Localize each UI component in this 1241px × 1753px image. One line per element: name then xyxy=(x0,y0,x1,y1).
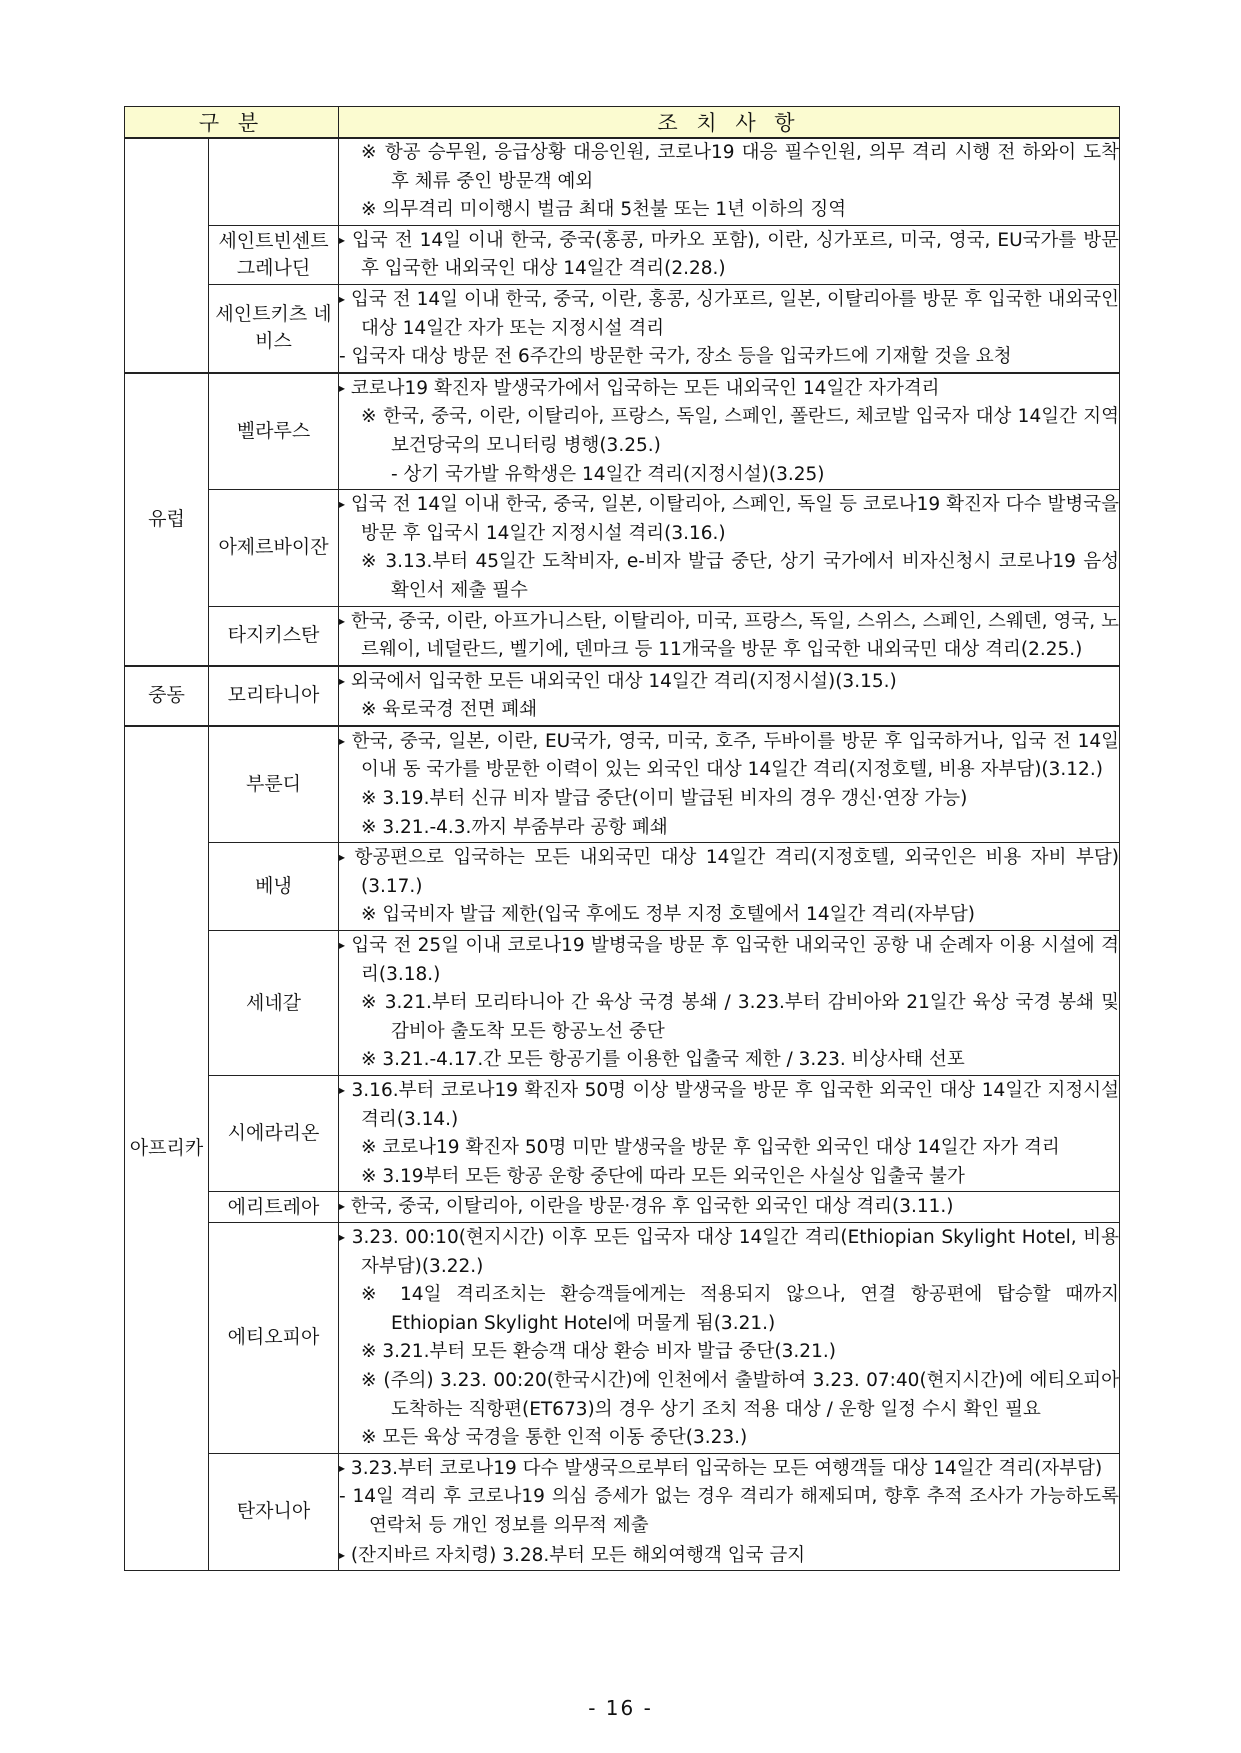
table-row xyxy=(125,606,1120,666)
country-cell: 탄자니아 xyxy=(209,1453,339,1570)
table-row xyxy=(125,1453,1120,1570)
measures-cell xyxy=(339,606,1120,666)
triangle-bullet-icon: ▸ xyxy=(339,1199,346,1214)
dash-line: - 상기 국가발 유학생은 14일간 격리(지정시설)(3.25) xyxy=(391,463,825,485)
bullet-line: ▸ 항공편으로 입국하는 모든 내외국민 대상 14일간 격리(지정호텔, 외국인은 비용 자비 부담)(3.17.) xyxy=(339,847,1119,897)
note-line: ※ 의무격리 미이행시 벌금 최대 5천불 또는 1년 이하의 징역 xyxy=(361,199,847,221)
table-row xyxy=(125,1222,1120,1453)
region-cell: 중동 xyxy=(125,666,209,726)
triangle-bullet-icon: ▸ xyxy=(339,673,346,688)
country-cell: 에티오피아 xyxy=(209,1222,339,1453)
table-row xyxy=(125,284,1120,372)
header-measures: 조 치 사 항 xyxy=(339,107,1120,139)
measures-cell xyxy=(339,726,1120,843)
table-row xyxy=(125,666,1120,726)
country-cell: 에리트레아 xyxy=(209,1192,339,1223)
bullet-line: ▸ 입국 전 25일 이내 코로나19 발병국을 방문 후 입국한 내외국인 공항 내 순례자 이용 시설에 격리(3.18.) xyxy=(339,935,1119,985)
bullet-line: ▸ 한국, 중국, 이탈리아, 이란을 방문·경유 후 입국한 외국인 대상 격리(3.11.) xyxy=(339,1196,954,1218)
dash-line: - 입국자 대상 방문 전 6주간의 방문한 국가, 장소 등을 입국카드에 기재할 것을 요청 xyxy=(339,346,1012,368)
triangle-bullet-icon: ▸ xyxy=(339,613,346,628)
bullet-line: ▸ 입국 전 14일 이내 한국, 중국, 이란, 홍콩, 싱가포르, 일본, 이탈리아를 방문 후 입국한 내외국인 대상 14일간 자가 또는 지정시설 격리 xyxy=(339,288,1119,339)
triangle-bullet-icon: ▸ xyxy=(339,380,346,395)
note-line: ※ 14일 격리조치는 환승객들에게는 적용되지 않으나, 연결 항공편에 탑승할 때까지 Ethiopian Skylight Hotel에 머물게 됨(3.21.) xyxy=(361,1284,1119,1334)
measures-cell xyxy=(339,1076,1120,1192)
table-row xyxy=(125,138,1120,225)
triangle-bullet-icon: ▸ xyxy=(339,938,346,953)
country-cell: 세네갈 xyxy=(209,931,339,1076)
note-line: ※ 3.21.부터 모든 환승객 대상 환승 비자 발급 중단(3.21.) xyxy=(361,1341,836,1363)
triangle-bullet-icon: ▸ xyxy=(339,1229,346,1244)
bullet-line: ▸ 한국, 중국, 일본, 이란, EU국가, 영국, 미국, 호주, 두바이를 방문 후 입국하거나, 입국 전 14일 이내 동 국가를 방문한 이력이 있는 외국인 대상 14일간 격리(지정호텔, 비용 자부담)(3.12.) xyxy=(339,730,1119,781)
bullet-line: ▸ 3.16.부터 코로나19 확진자 50명 이상 발생국을 방문 후 입국한 외국인 대상 14일간 지정시설 격리(3.14.) xyxy=(339,1080,1119,1130)
table-row xyxy=(125,726,1120,843)
measures-cell xyxy=(339,138,1120,225)
note-line: ※ 한국, 중국, 이란, 이탈리아, 프랑스, 독일, 스페인, 폴란드, 체코발 입국자 대상 14일간 지역보건당국의 모니터링 병행(3.25.) xyxy=(361,406,1119,456)
triangle-bullet-icon: ▸ xyxy=(339,850,346,865)
note-line: ※ 3.19부터 모든 항공 운항 중단에 따라 모든 외국인은 사실상 입출국 불가 xyxy=(361,1165,965,1187)
region-cell: 유럽 xyxy=(125,373,209,666)
table-row xyxy=(125,225,1120,284)
note-line: ※ 모든 육상 국경을 통한 인적 이동 중단(3.23.) xyxy=(361,1427,748,1449)
note-line: ※ 3.19.부터 신규 비자 발급 중단(이미 발급된 비자의 경우 갱신·연장 가능) xyxy=(361,788,968,810)
note-line: ※ 3.21.부터 모리타니아 간 육상 국경 봉쇄 / 3.23.부터 감비아와 21일간 육상 국경 봉쇄 및 감비아 출도착 모든 항공노선 중단 xyxy=(361,992,1119,1042)
bullet-line: ▸ 3.23. 00:10(현지시간) 이후 모든 입국자 대상 14일간 격리(Ethiopian Skylight Hotel, 비용 자부담)(3.22.) xyxy=(339,1226,1119,1277)
bullet-line: ▸ 입국 전 14일 이내 한국, 중국, 일본, 이탈리아, 스페인, 독일 등 코로나19 확진자 다수 발병국을 방문 후 입국시 14일간 지정시설 격리(3.16.) xyxy=(339,494,1119,544)
measures-cell xyxy=(339,1453,1120,1570)
country-cell: 부룬디 xyxy=(209,726,339,843)
bullet-line: ▸ 외국에서 입국한 모든 내외국인 대상 14일간 격리(지정시설)(3.15.) xyxy=(339,670,897,692)
header-category: 구 분 xyxy=(125,107,339,139)
note-line: ※ 육로국경 전면 폐쇄 xyxy=(361,699,538,721)
page-number: - 16 - xyxy=(588,1696,653,1720)
measures-cell xyxy=(339,1222,1120,1453)
country-cell: 세인트빈센트 그레나딘 xyxy=(209,225,339,284)
country-cell: 아제르바이잔 xyxy=(209,490,339,606)
table-row xyxy=(125,931,1120,1076)
country-cell: 벨라루스 xyxy=(209,373,339,490)
bullet-line: ▸ (잔지바르 자치령) 3.28.부터 모든 해외여행객 입국 금지 xyxy=(339,1544,806,1566)
table-row xyxy=(125,1076,1120,1192)
country-cell: 세인트키츠 네비스 xyxy=(209,284,339,372)
measures-cell xyxy=(339,1192,1120,1223)
note-line: ※ (주의) 3.23. 00:20(한국시간)에 인천에서 출발하여 3.23. 07:40(현지시간)에 에티오피아 도착하는 직항편(ET673)의 경우 상기 조치 적용 대상 / 운항 일정 수시 확인 필요 xyxy=(361,1369,1119,1420)
measures-cell xyxy=(339,931,1120,1076)
country-cell: 타지키스탄 xyxy=(209,606,339,666)
triangle-bullet-icon: ▸ xyxy=(339,1083,346,1097)
measures-cell xyxy=(339,284,1120,372)
note-line: ※ 항공 승무원, 응급상황 대응인원, 코로나19 대응 필수인원, 의무 격리 시행 전 하와이 도착 후 체류 중인 방문객 예외 xyxy=(361,142,1119,192)
note-line: ※ 3.21.-4.3.까지 부줌부라 공항 폐쇄 xyxy=(361,816,668,838)
country-cell: 베냉 xyxy=(209,843,339,931)
table-row xyxy=(125,843,1120,931)
table-row xyxy=(125,490,1120,606)
note-line: ※ 3.13.부터 45일간 도착비자, e-비자 발급 중단, 상기 국가에서 비자신청시 코로나19 음성 확인서 제출 필수 xyxy=(361,551,1119,601)
bullet-line: ▸ 3.23.부터 코로나19 다수 발생국으로부터 입국하는 모든 여행객들 대상 14일간 격리(자부담) xyxy=(339,1457,1103,1479)
bullet-line: ▸ 코로나19 확진자 발생국가에서 입국하는 모든 내외국인 14일간 자가격리 xyxy=(339,377,940,399)
region-cell-continued xyxy=(125,138,209,373)
triangle-bullet-icon: ▸ xyxy=(339,1460,346,1475)
triangle-bullet-icon: ▸ xyxy=(339,291,346,306)
triangle-bullet-icon: ▸ xyxy=(339,1547,346,1562)
note-line: ※ 입국비자 발급 제한(입국 후에도 정부 지정 호텔에서 14일간 격리(자부담) xyxy=(361,904,976,926)
dash-line: - 14일 격리 후 코로나19 의심 증세가 없는 경우 격리가 해제되며, 향후 추적 조사가 가능하도록 연락처 등 개인 정보를 의무적 제출 xyxy=(339,1486,1119,1536)
country-cell-empty xyxy=(209,138,339,225)
region-cell: 아프리카 xyxy=(125,726,209,1571)
country-cell: 시에라리온 xyxy=(209,1076,339,1192)
measures-cell xyxy=(339,490,1120,606)
measures-cell xyxy=(339,225,1120,284)
measures-cell xyxy=(339,843,1120,931)
measures-table xyxy=(124,106,1120,1571)
measures-cell xyxy=(339,373,1120,490)
country-cell: 모리타니아 xyxy=(209,666,339,726)
triangle-bullet-icon: ▸ xyxy=(339,232,346,247)
table-row xyxy=(125,373,1120,490)
note-line: ※ 코로나19 확진자 50명 미만 발생국을 방문 후 입국한 외국인 대상 14일간 자가 격리 xyxy=(361,1137,1060,1159)
note-line: ※ 3.21.-4.17.간 모든 항공기를 이용한 입출국 제한 / 3.23. 비상사태 선포 xyxy=(361,1049,965,1071)
bullet-line: ▸ 한국, 중국, 이란, 아프가니스탄, 이탈리아, 미국, 프랑스, 독일, 스위스, 스페인, 스웨덴, 영국, 노르웨이, 네덜란드, 벨기에, 덴마크 등 11개국을 방문 후 입국한 내외국민 대상 격리(2.25.) xyxy=(339,610,1119,661)
bullet-line: ▸ 입국 전 14일 이내 한국, 중국(홍콩, 마카오 포함), 이란, 싱가포르, 미국, 영국, EU국가를 방문 후 입국한 내외국인 대상 14일간 격리(2.28.) xyxy=(339,229,1119,280)
table-header-row xyxy=(125,107,1120,139)
measures-cell xyxy=(339,666,1120,726)
triangle-bullet-icon: ▸ xyxy=(339,497,346,512)
table-row xyxy=(125,1192,1120,1223)
triangle-bullet-icon: ▸ xyxy=(339,733,346,748)
